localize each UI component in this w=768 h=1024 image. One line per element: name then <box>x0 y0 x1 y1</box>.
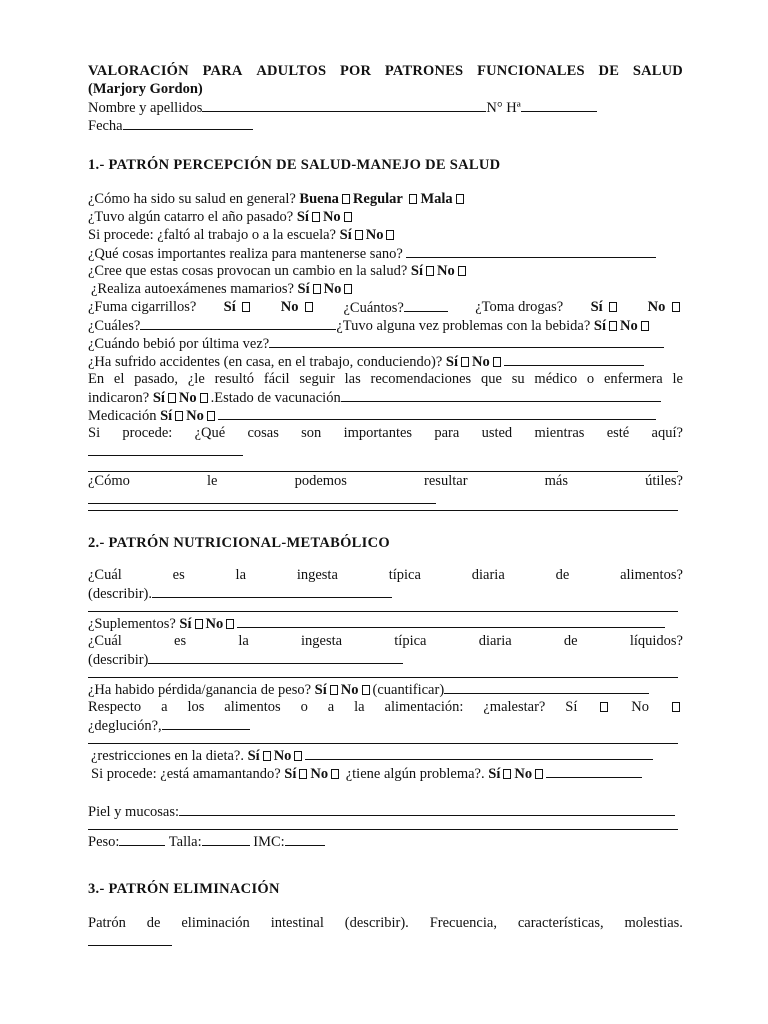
title-word: FUNCIONALES <box>477 63 585 79</box>
name-label: Nombre y apellidos <box>88 100 203 116</box>
q-swallowing: ¿deglución?, <box>88 716 683 734</box>
word: de <box>563 633 578 649</box>
word: Sí <box>565 699 578 715</box>
word: seguir <box>299 371 335 387</box>
word: que <box>480 371 502 387</box>
word: fácil <box>263 371 290 387</box>
q-food-intake <box>88 566 683 584</box>
word: molestias. <box>624 915 683 931</box>
title-word: ADULTOS <box>256 63 327 79</box>
missed-work-no-checkbox[interactable] <box>386 230 394 240</box>
restrictions-no-checkbox[interactable] <box>294 751 302 761</box>
word: No <box>631 699 649 715</box>
drinking-no-checkbox[interactable] <box>641 321 649 331</box>
word: (describir). <box>344 915 409 931</box>
word: diaria <box>478 633 512 649</box>
weight-change-field[interactable] <box>444 680 649 694</box>
medication-no-checkbox[interactable] <box>207 411 215 421</box>
q-cold: ¿Tuvo algún catarro el año pasado? Sí No <box>88 208 683 226</box>
word: líquidos? <box>629 633 683 649</box>
word: usted <box>481 425 513 441</box>
breastfeeding-no-checkbox[interactable] <box>331 769 339 779</box>
word: la <box>235 567 247 583</box>
blank-line-4 <box>88 668 683 680</box>
cold-no-checkbox[interactable] <box>344 212 352 222</box>
word: mientras <box>534 425 585 441</box>
accidents-field[interactable] <box>504 352 644 366</box>
q-more-useful <box>88 472 683 490</box>
regular-checkbox[interactable] <box>409 194 417 204</box>
problem-yes-checkbox[interactable] <box>503 769 511 779</box>
health-change-yes-checkbox[interactable] <box>426 266 434 276</box>
word: le <box>207 473 218 489</box>
word: a <box>327 699 335 715</box>
word: resultar <box>424 473 468 489</box>
last-drink-field[interactable] <box>269 334 664 348</box>
form-subtitle: (Marjory Gordon) <box>88 81 203 97</box>
word: resultó <box>214 371 255 387</box>
word: alimentación: <box>384 699 464 715</box>
drinking-yes-checkbox[interactable] <box>609 321 617 331</box>
word: intestinal <box>270 915 324 931</box>
breastfeeding-yes-checkbox[interactable] <box>299 769 307 779</box>
word: típica <box>388 567 421 583</box>
word: es <box>172 567 185 583</box>
name-field[interactable] <box>202 98 486 112</box>
self-exam-yes-checkbox[interactable] <box>313 284 321 294</box>
word: Respecto <box>88 699 142 715</box>
assessment-form <box>88 62 683 950</box>
blank-line-1 <box>88 460 683 472</box>
word: ¿Cuál <box>88 567 122 583</box>
swallowing-field[interactable] <box>162 716 250 730</box>
word: cosas <box>247 425 279 441</box>
checkbox-cell <box>597 698 611 716</box>
title-word: PARA <box>202 63 243 79</box>
record-number-label: N° Hª <box>486 100 521 116</box>
word: Patrón <box>88 915 126 931</box>
word: En <box>88 371 105 387</box>
word: de <box>555 567 570 583</box>
word: es <box>174 633 187 649</box>
smoke-no-checkbox[interactable] <box>305 302 313 312</box>
bmi-field[interactable] <box>285 832 325 846</box>
medication-field[interactable] <box>218 406 656 420</box>
blank-line-2 <box>88 508 683 514</box>
word: eliminación <box>181 915 250 931</box>
health-change-no-checkbox[interactable] <box>458 266 466 276</box>
word: enfermera <box>603 371 663 387</box>
word: ¿le <box>187 371 205 387</box>
word: de <box>146 915 161 931</box>
liquid-intake-describe-row: (describir) <box>88 650 683 668</box>
word: ingesta <box>296 567 338 583</box>
important-here-answer-row <box>88 442 683 460</box>
word: para <box>434 425 460 441</box>
section-3-heading: 3.- PATRÓN ELIMINACIÓN <box>88 881 280 897</box>
answer-line[interactable] <box>88 829 678 830</box>
word: Frecuencia, <box>429 915 497 931</box>
answer-line[interactable] <box>88 611 678 612</box>
word: a <box>161 699 168 715</box>
word: ¿Cuál <box>88 633 122 649</box>
section-1-heading: 1.- PATRÓN PERCEPCIÓN DE SALUD-MANEJO DE SALUD <box>88 157 501 173</box>
cold-yes-checkbox[interactable] <box>312 212 320 222</box>
date-field[interactable] <box>123 116 253 130</box>
smoke-yes-checkbox[interactable] <box>242 302 250 312</box>
medication-yes-checkbox[interactable] <box>175 411 183 421</box>
weight-change-no-checkbox[interactable] <box>362 685 370 695</box>
q-vaccination: indicaron? Sí No .Estado de vacunación <box>88 388 683 406</box>
word: esté <box>606 425 630 441</box>
word: la <box>238 633 249 649</box>
bowel-pattern-field[interactable] <box>88 932 172 946</box>
cigarettes-count-field[interactable] <box>404 298 448 312</box>
word: más <box>544 473 568 489</box>
word: los <box>187 699 205 715</box>
title-word: VALORACIÓN <box>88 63 189 79</box>
self-exam-no-checkbox[interactable] <box>344 284 352 294</box>
food-intake-field[interactable] <box>152 584 392 598</box>
word: importantes <box>343 425 413 441</box>
section-2-heading: 2.- PATRÓN NUTRICIONAL-METABÓLICO <box>88 535 390 551</box>
word: alimentos <box>224 699 281 715</box>
word: alimentos? <box>620 567 683 583</box>
healthy-habits-field[interactable] <box>406 244 656 258</box>
word: le <box>672 371 683 387</box>
restrictions-field[interactable] <box>305 746 653 760</box>
word: podemos <box>294 473 347 489</box>
accidents-yes-checkbox[interactable] <box>461 357 469 367</box>
measurements-row: Peso: Talla: IMC: <box>88 832 683 850</box>
form-title <box>88 62 683 80</box>
important-here-field[interactable] <box>88 442 243 456</box>
q-medication: Medicación Sí No <box>88 406 683 424</box>
word: típica <box>394 633 427 649</box>
missed-work-yes-checkbox[interactable] <box>355 230 363 240</box>
problem-field[interactable] <box>546 764 642 778</box>
word: recomendaciones <box>370 371 472 387</box>
word: características, <box>517 915 604 931</box>
word: o <box>300 699 308 715</box>
weight-change-yes-checkbox[interactable] <box>330 685 338 695</box>
bowel-pattern-answer-row <box>88 932 683 950</box>
restrictions-yes-checkbox[interactable] <box>263 751 271 761</box>
recommendations-yes-checkbox[interactable] <box>168 393 176 403</box>
title-word: PATRONES <box>384 63 464 79</box>
q-which-drugs: ¿Cuáles? ¿Tuvo alguna vez problemas con la bebida? Sí No <box>88 316 683 334</box>
q-liquid-intake <box>88 632 683 650</box>
q-supplements: ¿Suplementos? Sí No <box>88 614 683 632</box>
problem-no-checkbox[interactable] <box>535 769 543 779</box>
word: o <box>586 371 595 387</box>
height-field[interactable] <box>202 832 250 846</box>
word: la <box>354 699 365 715</box>
recommendations-no-checkbox[interactable] <box>200 393 208 403</box>
q-health-change: ¿Cree que estas cosas provocan un cambio en la salud? Sí No <box>88 262 683 280</box>
which-drugs-field[interactable] <box>140 316 336 330</box>
supplements-yes-checkbox[interactable] <box>195 619 203 629</box>
answer-line[interactable] <box>88 510 678 511</box>
name-row <box>88 98 683 116</box>
q-diet-restrictions: ¿restricciones en la dieta?. Sí No <box>88 746 683 764</box>
date-row <box>88 116 683 134</box>
discomfort-yes-checkbox[interactable] <box>600 702 608 712</box>
supplements-no-checkbox[interactable] <box>226 619 234 629</box>
q-bowel-pattern <box>88 914 683 932</box>
word: médico <box>534 371 578 387</box>
word: Si <box>88 425 101 441</box>
word: ingesta <box>301 633 343 649</box>
more-useful-answer-row <box>88 490 683 508</box>
q-accidents: ¿Ha sufrido accidentes (en casa, en el trabajo, conduciendo)? Sí No <box>88 352 683 370</box>
q-breast-self-exam: ¿Realiza autoexámenes mamarios? Sí No <box>88 280 683 298</box>
skin-row: Piel y mucosas: <box>88 802 683 820</box>
drugs-no-checkbox[interactable] <box>672 302 680 312</box>
word: pasado, <box>134 371 179 387</box>
blank-line-6 <box>88 820 683 832</box>
supplements-field[interactable] <box>237 614 665 628</box>
q-general-health: ¿Cómo ha sido su salud en general? Buena Regular Mala <box>88 190 683 208</box>
q-last-drink: ¿Cuándo bebió por última vez? <box>88 334 683 352</box>
word: el <box>113 371 125 387</box>
word: diaria <box>471 567 505 583</box>
food-intake-describe-row: (describir). <box>88 584 683 602</box>
checkbox-cell <box>669 698 683 716</box>
word: ¿malestar? <box>483 699 546 715</box>
q-healthy-habits: ¿Qué cosas importantes realiza para mantenerse sano? <box>88 244 683 262</box>
q-past-recommendations <box>88 370 683 388</box>
drugs-yes-checkbox[interactable] <box>609 302 617 312</box>
word: ¿Qué <box>194 425 226 441</box>
word: aquí? <box>651 425 683 441</box>
word: su <box>511 371 525 387</box>
q-smoking: ¿Fuma cigarrillos? Sí No ¿Cuántos? ¿Toma drogas? Sí No <box>88 298 683 316</box>
q-important-here <box>88 424 683 442</box>
skin-field[interactable] <box>179 802 675 816</box>
q-missed-work: Si procede: ¿faltó al trabajo o a la escuela? Sí No <box>88 226 683 244</box>
q-food-discomfort <box>88 698 683 716</box>
word: procede: <box>122 425 173 441</box>
title-word: SALUD <box>632 63 683 79</box>
more-useful-field[interactable] <box>88 490 436 504</box>
title-word: DE <box>598 63 620 79</box>
weight-field[interactable] <box>119 832 165 846</box>
title-word: POR <box>339 63 372 79</box>
blank-line-5 <box>88 734 683 746</box>
answer-line[interactable] <box>88 743 678 744</box>
liquid-intake-field[interactable] <box>148 650 403 664</box>
word: son <box>301 425 322 441</box>
record-number-field[interactable] <box>521 98 597 112</box>
answer-line[interactable] <box>88 677 678 678</box>
blank-line-3 <box>88 602 683 614</box>
vaccination-field[interactable] <box>341 388 661 402</box>
q-weight-change: ¿Ha habido pérdida/ganancia de peso? Sí No (cuantificar) <box>88 680 683 698</box>
date-label: Fecha <box>88 118 123 134</box>
buena-checkbox[interactable] <box>342 194 350 204</box>
discomfort-no-checkbox[interactable] <box>672 702 680 712</box>
q-breastfeeding: Si procede: ¿está amamantando? Sí No ¿tiene algún problema?. Sí No <box>88 764 683 782</box>
mala-checkbox[interactable] <box>456 194 464 204</box>
word: las <box>344 371 361 387</box>
word: útiles? <box>645 473 683 489</box>
word: ¿Cómo <box>88 473 130 489</box>
accidents-no-checkbox[interactable] <box>493 357 501 367</box>
